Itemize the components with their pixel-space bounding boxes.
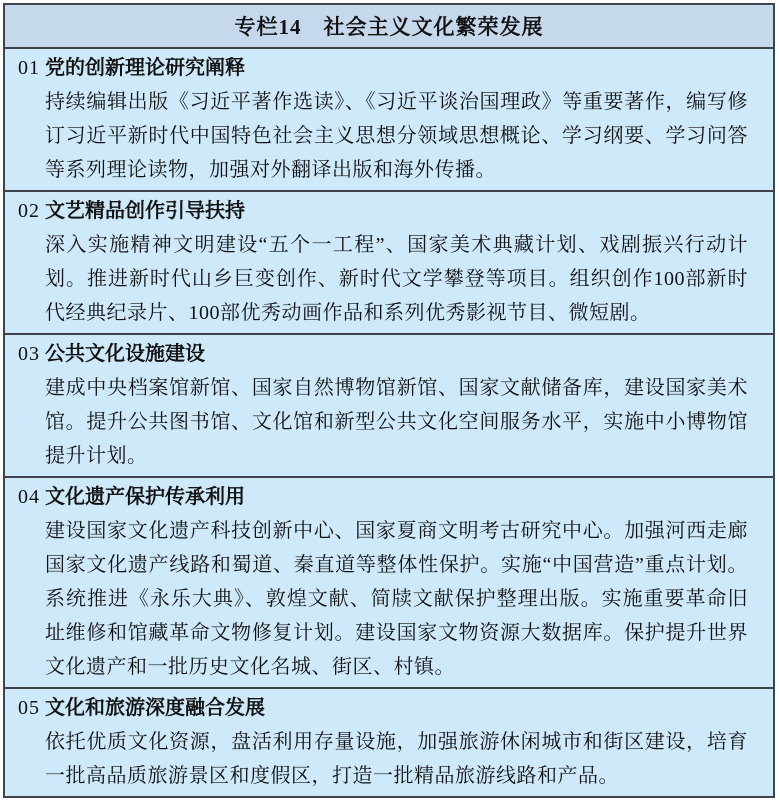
section-number: 04 bbox=[18, 486, 40, 508]
section-number: 01 bbox=[18, 57, 40, 79]
box-title: 专栏14 社会主义文化繁荣发展 bbox=[5, 5, 773, 49]
section-body: 依托优质文化资源，盘活利用存量设施，加强旅游休闲城市和街区建设，培育一批高品质旅游景区和度假区，打造一批精品旅游线路和产品。 bbox=[45, 731, 748, 787]
section-title: 公共文化设施建设 bbox=[45, 343, 205, 365]
section-title: 文化和旅游深度融合发展 bbox=[45, 697, 265, 719]
section-row bbox=[5, 192, 773, 335]
section-number: 02 bbox=[18, 200, 40, 222]
section-row bbox=[5, 49, 773, 192]
section-body: 深入实施精神文明建设“五个一工程”、国家美术典藏计划、戏剧振兴行动计划。推进新时代山乡巨变创作、新时代文学攀登等项目。组织创作100部新时代经典纪录片、100部优秀动画作品和系列优秀影视节目、微短剧。 bbox=[45, 234, 748, 324]
section-title: 文艺精品创作引导扶持 bbox=[45, 200, 245, 222]
section-row bbox=[5, 689, 773, 796]
section-body: 持续编辑出版《习近平著作选读》、《习近平谈治国理政》等重要著作，编写修订习近平新时代中国特色社会主义思想分领域思想概论、学习纲要、学习问答等系列理论读物，加强对外翻译出版和海外传播。 bbox=[45, 91, 748, 181]
section-row bbox=[5, 478, 773, 689]
section-title: 党的创新理论研究阐释 bbox=[45, 57, 245, 79]
section-body: 建设国家文化遗产科技创新中心、国家夏商文明考古研究中心。加强河西走廊国家文化遗产线路和蜀道、秦直道等整体性保护。实施“中国营造”重点计划。系统推进《永乐大典》、敦煌文献、简牍文献保护整理出版。实施重要革命旧址维修和馆藏革命文物修复计划。建设国家文物资源大数据库。保护提升世界文化遗产和一批历史文化名城、街区、村镇。 bbox=[45, 520, 748, 678]
section-number: 05 bbox=[18, 697, 40, 719]
section-number: 03 bbox=[18, 343, 40, 365]
section-body: 建成中央档案馆新馆、国家自然博物馆新馆、国家文献储备库，建设国家美术馆。提升公共图书馆、文化馆和新型公共文化空间服务水平，实施中小博物馆提升计划。 bbox=[45, 377, 748, 467]
section-row bbox=[5, 335, 773, 478]
feature-box bbox=[3, 3, 775, 798]
section-title: 文化遗产保护传承利用 bbox=[45, 486, 245, 508]
